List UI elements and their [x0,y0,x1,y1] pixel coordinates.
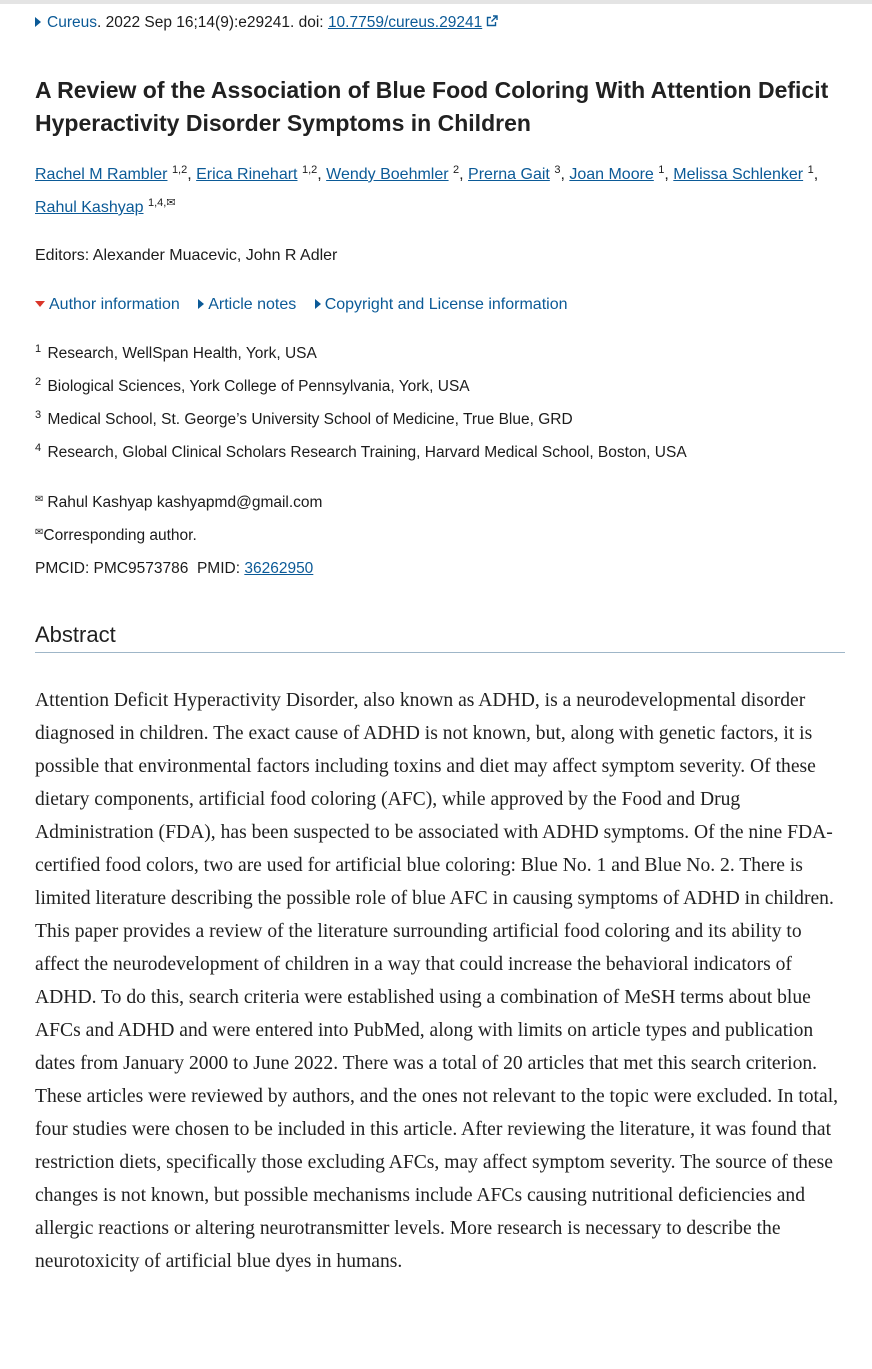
toggle-label: Author information [49,296,180,313]
author-affiliation: 1,4,✉ [147,197,176,209]
author-item [35,199,176,216]
envelope-icon: ✉ [35,527,44,538]
author-link[interactable]: Erica Rinehart [196,166,298,183]
author-affiliation: 2 [453,164,460,176]
affiliation-item: $^1$ Research, WellSpan Health, York, USA [35,343,317,362]
author-link[interactable]: Prerna Gait [468,166,550,183]
correspondence [35,490,322,556]
article-notes-toggle[interactable] [198,296,296,313]
envelope-icon: ✉ [35,494,44,505]
corresponding-contact: Rahul Kashyap kashyapmd@gmail.com [47,494,323,511]
author-link[interactable]: Joan Moore [569,166,654,183]
external-link-icon[interactable] [486,15,498,27]
author-affiliation: 1 [807,164,814,176]
author-affiliation: 1,2 [301,164,318,176]
author-information-toggle[interactable] [35,296,180,313]
citation-details: . 2022 Sep 16;14(9):e29241. doi: [96,14,328,31]
author-link[interactable]: Wendy Boehmler [326,166,449,183]
author-affiliation: 3 [554,164,561,176]
author-item: Prerna Gait $^3$, [468,164,570,183]
author-affiliation: 1,2 [171,164,188,176]
affiliation-list [35,341,687,473]
abstract-heading: Abstract [35,620,845,653]
info-toggles [35,293,582,317]
toggle-label: Copyright and License information [324,296,568,313]
journal-link[interactable]: Cureus [47,14,97,31]
doi-link[interactable]: 10.7759/cureus.29241 [327,14,483,31]
pmid-link[interactable]: 36262950 [244,560,314,577]
author-link[interactable]: Rachel M Rambler [35,166,168,183]
author-item: Joan Moore $^1$, [569,164,674,183]
citation-line [35,12,498,34]
author-item: Wendy Boehmler $^2$, [326,164,469,183]
caret-down-icon [35,301,45,307]
author-item: Erica Rinehart $^{1,2}$, [196,164,327,183]
caret-right-icon [198,299,204,309]
author-link[interactable]: Rahul Kashyap [35,199,144,216]
abstract-text: Attention Deficit Hyperactivity Disorder, also known as ADHD, is a neurodevelopmental disorder diagnosed in children. The exact cause of ADHD is not known, but, along with genetic factors, it is possible that environmental factors including toxins and diet may affect symptom severity. Of these dietary components, artificial food coloring (AFC), while approved by the Food and Drug Administration (FDA), has been suspected to be associated with ADHD symptoms. Of the nine FDA-certified food colors, two are used for artificial blue coloring: Blue No. 1 and Blue No. 2. There is limited literature describing the possible role of blue AFC in causing symptoms of ADHD in children. This paper provides a review of the literature surrounding artificial food coloring and its ability to affect the neurodevelopment of children in a way that could increase the behavioral indicators of ADHD. To do this, search criteria were established using a combination of MeSH terms about blue AFCs and ADHD and were entered into PubMed, along with limits on article types and publication dates from January 2000 to June 2022. There was a total of 20 articles that met this search criterion. These articles were reviewed by authors, and the ones not relevant to the topic were excluded. In total, four studies were chosen to be included in this article. After reviewing the literature, it was found that restriction diets, specifically those excluding AFCs, may affect symptom severity. The source of these changes is not known, but possible mechanisms include AFCs causing nutritional deficiencies and allergic reactions or altering neurotransmitter levels. More research is necessary to describe the neurotoxicity of artificial blue dyes in humans. [35,690,839,1272]
corresponding-note: Corresponding author. [43,527,197,544]
editors-line: Editors: Alexander Muacevic, John R Adler [35,247,338,264]
top-border [0,0,872,4]
author-link[interactable]: Melissa Schlenker [673,166,804,183]
copyright-license-toggle[interactable] [315,296,568,313]
author-item: Rachel M Rambler $^{1,2}$, [35,164,197,183]
affiliation-item: $^3$ Medical School, St. George’s University School of Medicine, True Blue, GRD [35,409,573,428]
affiliation-item: $^4$ Research, Global Clinical Scholars Research Training, Harvard Medical School, Boston, USA [35,442,687,461]
toggle-label: Article notes [208,296,297,313]
author-item: Melissa Schlenker $^1$, [673,164,819,183]
affiliation-item: $^2$ Biological Sciences, York College of Pennsylvania, York, USA [35,376,470,395]
caret-right-icon[interactable] [35,17,41,27]
caret-right-icon [315,299,321,309]
pmcid: PMCID: PMC9573786 [35,560,189,577]
pmid-label: PMID: [196,560,241,577]
article-title: A Review of the Association of Blue Food Coloring With Attention Deficit Hyperactivity Disorder Symptoms in Children [35,77,829,136]
author-affiliation: 1 [658,164,665,176]
article-ids [35,557,313,581]
author-list [35,158,845,224]
